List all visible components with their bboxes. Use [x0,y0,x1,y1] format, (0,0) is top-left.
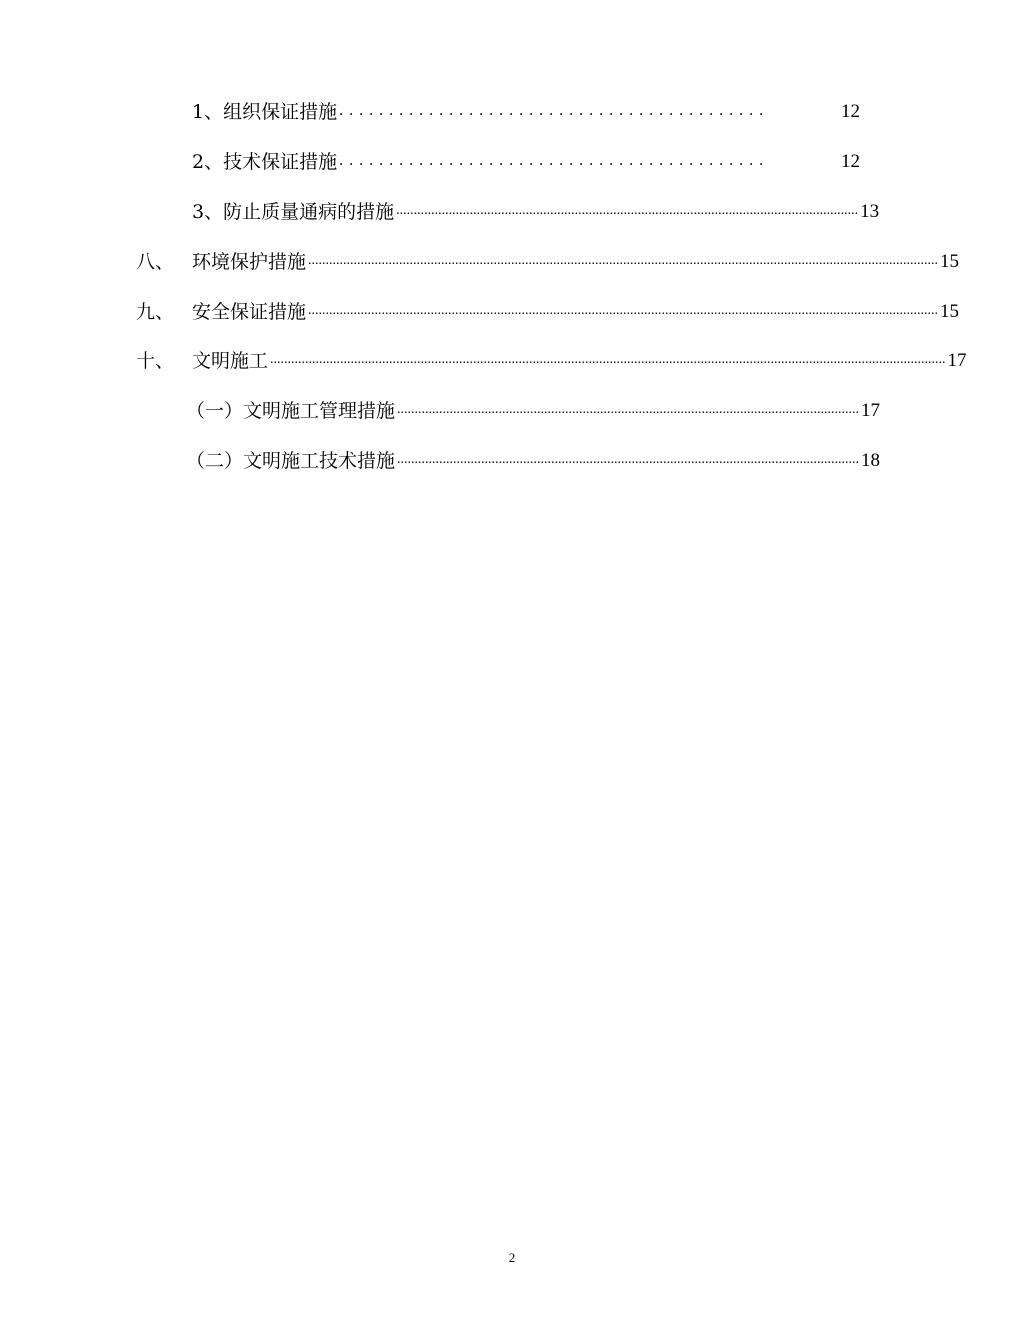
toc-entry-page: 15 [940,301,960,322]
toc-entry-page: 12 [841,101,860,122]
toc-entry[interactable] [192,99,860,125]
toc-entry-page: 18 [861,450,881,471]
toc-entry-title: 文明施工 [192,350,269,372]
toc-entry-number: 十、 [136,350,175,372]
toc-entry-leader: ........................................... [339,152,770,169]
toc-entry-title: 1、组织保证措施 [192,101,338,123]
toc-entry-leader: ................................................................................................................................................................................................. [270,352,946,367]
toc-entry-title: 2、技术保证措施 [192,151,338,173]
toc-entry-title: 环境保护措施 [192,251,307,273]
toc-entry[interactable] [192,199,880,225]
toc-entry-page: 15 [940,251,960,272]
toc-entry-number: 九、 [136,301,175,323]
toc-entry[interactable] [136,299,960,325]
toc-entry[interactable] [186,448,881,474]
toc-entry-title: 3、防止质量通病的措施 [192,201,395,223]
page-number: 2 [508,1250,516,1265]
toc-entry-page: 17 [947,350,967,371]
toc-entry-leader: ........................................... [339,102,770,119]
toc-entry-title: （一）文明施工管理措施 [186,400,396,422]
toc-entry[interactable] [192,149,860,175]
toc-entry[interactable] [186,398,881,424]
toc-entry-title: 安全保证措施 [192,301,307,323]
toc-entry[interactable] [136,348,967,374]
toc-entry-leader: .................................................................................................................................... [397,402,860,417]
toc-entry[interactable] [136,249,960,275]
toc-entry-number: 八、 [136,251,175,273]
toc-entry-page: 17 [861,400,881,421]
toc-entry-title: （二）文明施工技术措施 [186,450,396,472]
toc-entry-leader: .................................................................................................................................................................................... [308,303,939,318]
toc-entry-leader: .................................................................................................................................... [397,452,860,467]
toc-entry-leader: .................................................................................................................................................................................... [308,253,939,268]
toc-entry-page: 12 [841,151,860,172]
toc-entry-page: 13 [860,201,880,222]
toc-entry-leader: .................................................................................................................................... [396,203,859,218]
